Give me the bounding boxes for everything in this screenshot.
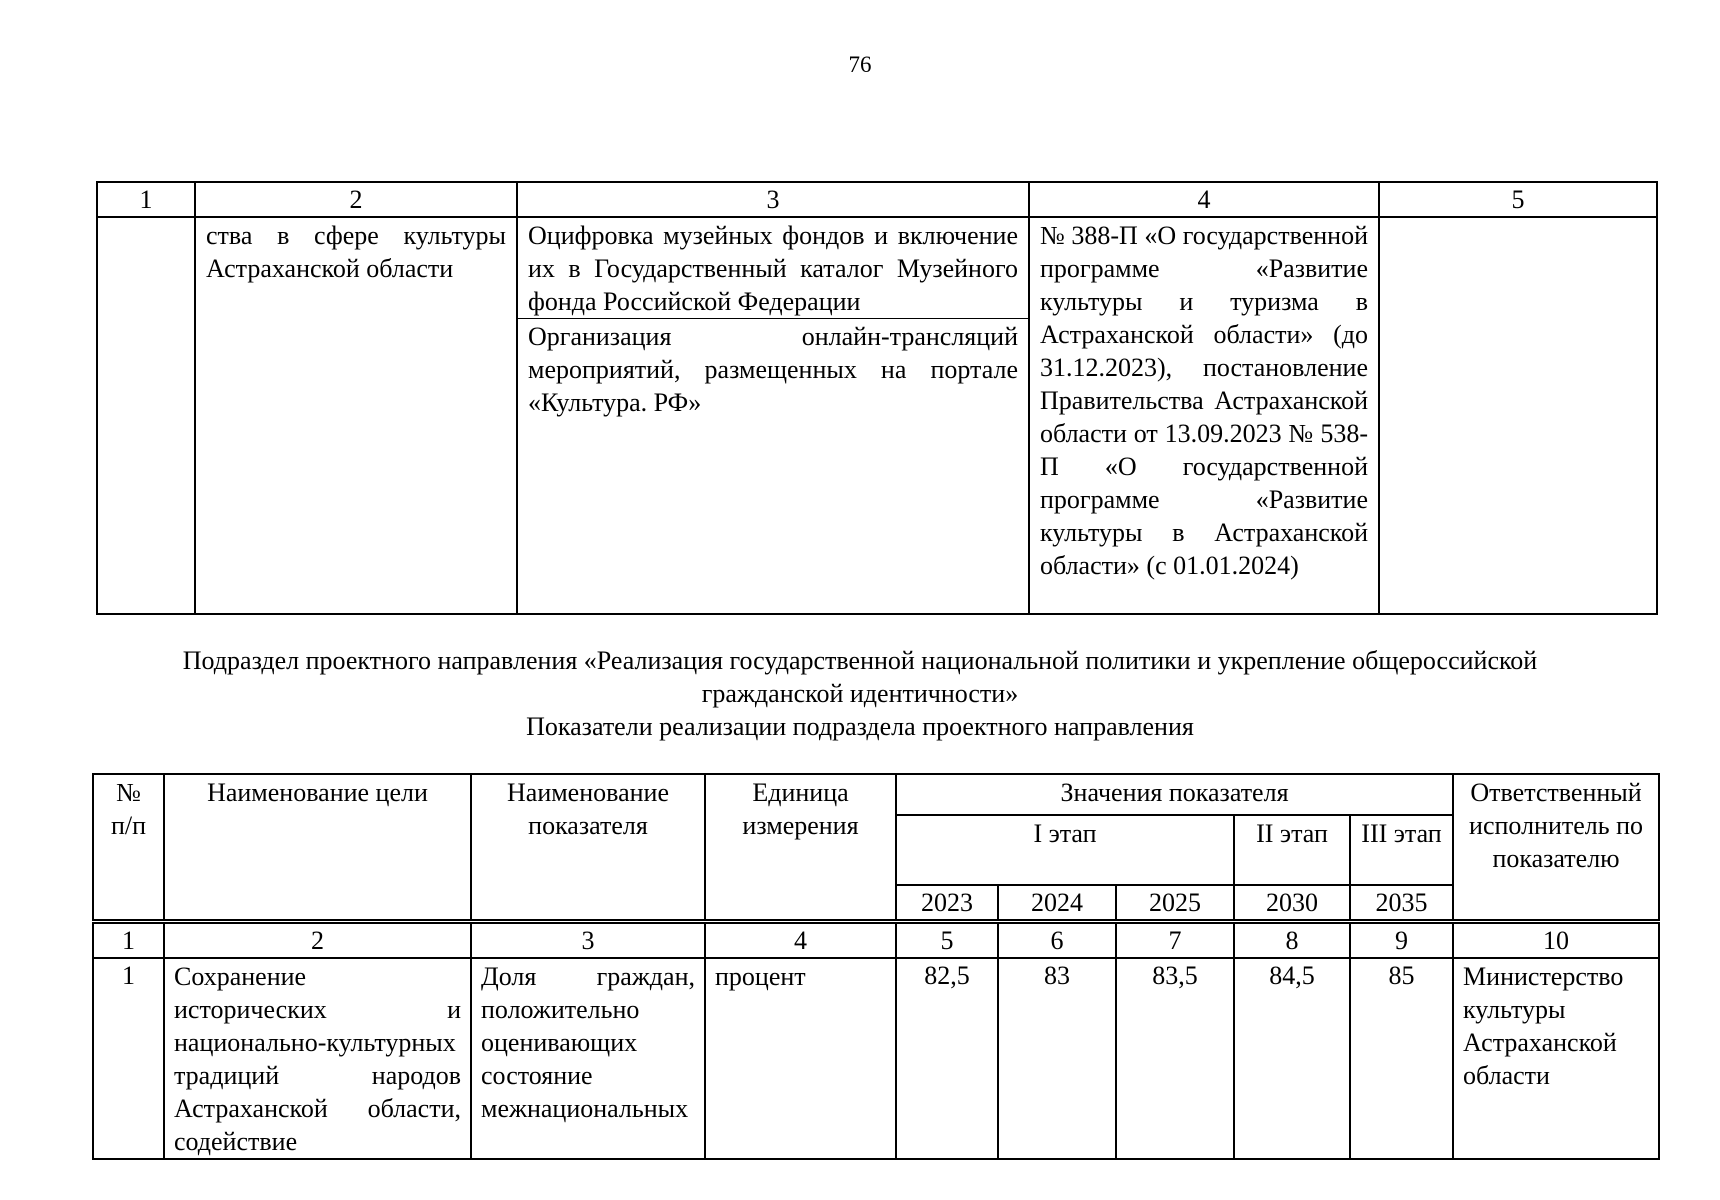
column-number: 6 — [998, 922, 1116, 959]
table-row — [93, 958, 1659, 1159]
column-number: 3 — [471, 922, 705, 959]
activity-item: Оцифровка музейных фондов и включение их в Государственный каталог Музейного фонда Российской Федерации — [518, 218, 1028, 319]
column-number: 9 — [1350, 922, 1453, 959]
column-number-row — [97, 182, 1657, 217]
row-responsible: Министерство культуры Астраханской области — [1453, 958, 1659, 1159]
header-values: Значения показателя — [896, 774, 1453, 815]
row-value-2024: 83 — [998, 958, 1116, 1159]
row-num: 1 — [93, 958, 164, 1159]
column-number: 2 — [164, 922, 471, 959]
header-indicator: Наименование показателя — [471, 774, 705, 922]
column-number: 4 — [1029, 182, 1379, 217]
legal-basis-text: № 388-П «О государственной программе «Развитие культуры и туризма в Астраханской области» (до 31.12.2023), постановление Правительства Астраханской области от 13.09.2023 № 538-П «О государственной программе «Развитие культуры в Астраханской области» (с 01.01.2024) — [1040, 221, 1368, 580]
subsection-title: Подраздел проектного направления «Реализация государственной национальной политики и укрепление общероссийской гражданской идентичности» — [182, 646, 1538, 708]
header-stage2: II этап — [1234, 815, 1350, 885]
page-number: 76 — [848, 52, 872, 77]
section-heading — [110, 644, 1610, 743]
row-unit: процент — [705, 958, 896, 1159]
header-goal: Наименование цели — [164, 774, 471, 922]
column-number: 4 — [705, 922, 896, 959]
row-value-2023: 82,5 — [896, 958, 998, 1159]
row-value-2025: 83,5 — [1116, 958, 1234, 1159]
goal-text: ства в сфере культуры Астраханской области — [206, 221, 506, 283]
activity-item: Организация онлайн-трансляций мероприятий, размещенных на портале «Культура. РФ» — [528, 322, 1018, 417]
cell-activities — [517, 217, 1029, 614]
cell-goal-continuation — [195, 217, 517, 614]
header-num: № п/п — [93, 774, 164, 922]
table-row — [97, 217, 1657, 614]
header-stage3: III этап — [1350, 815, 1453, 885]
header-year: 2035 — [1350, 885, 1453, 922]
column-number: 5 — [1379, 182, 1657, 217]
header-year: 2024 — [998, 885, 1116, 922]
column-number: 5 — [896, 922, 998, 959]
column-number: 3 — [517, 182, 1029, 217]
continuation-table — [96, 181, 1658, 615]
column-number-row — [93, 922, 1659, 959]
header-year: 2023 — [896, 885, 998, 922]
column-number: 8 — [1234, 922, 1350, 959]
row-indicator: Доля граждан, положительно оценивающих состояние межнациональных — [471, 958, 705, 1159]
cell-col5 — [1379, 217, 1657, 614]
header-unit: Единица измерения — [705, 774, 896, 922]
column-number: 2 — [195, 182, 517, 217]
header-stage1: I этап — [896, 815, 1234, 885]
column-number: 1 — [97, 182, 195, 217]
row-goal: Сохранение исторических и национально-культурных традиций народов Астраханской области, содействие — [164, 958, 471, 1159]
indicators-table — [92, 773, 1660, 1160]
header-responsible: Ответственный исполнитель по показателю — [1453, 774, 1659, 922]
column-number: 1 — [93, 922, 164, 959]
indicators-title: Показатели реализации подраздела проектного направления — [526, 712, 1194, 741]
column-number: 7 — [1116, 922, 1234, 959]
cell-col1 — [97, 217, 195, 614]
header-year: 2030 — [1234, 885, 1350, 922]
row-value-2030: 84,5 — [1234, 958, 1350, 1159]
header-year: 2025 — [1116, 885, 1234, 922]
cell-legal-basis — [1029, 217, 1379, 614]
column-number: 10 — [1453, 922, 1659, 959]
row-value-2035: 85 — [1350, 958, 1453, 1159]
